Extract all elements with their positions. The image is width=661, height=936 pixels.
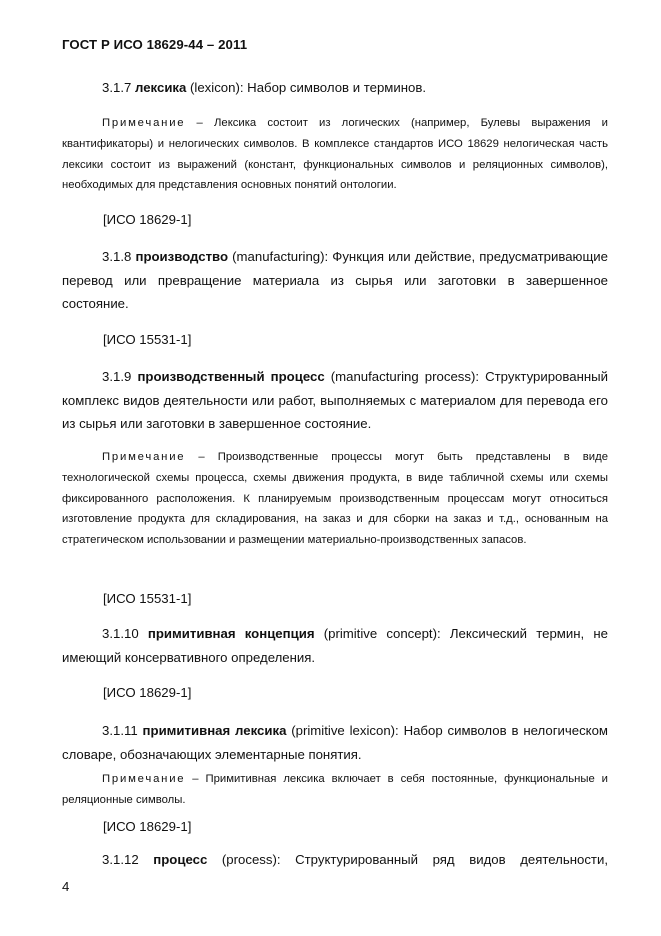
entry-3-1-12	[62, 848, 608, 872]
entry-3-1-7	[62, 76, 608, 100]
entry-definition: (lexicon): Набор символов и терминов.	[186, 80, 427, 95]
note-label: Примечание	[102, 773, 186, 785]
entry-term: производственный процесс	[137, 369, 325, 384]
entry-3-1-8	[62, 245, 608, 316]
entry-number: 3.1.11	[102, 723, 138, 738]
entry-number: 3.1.10	[102, 626, 139, 641]
note-3-1-9	[62, 447, 608, 551]
note-text: – Производственные процессы могут быть представлены в виде технологической схемы процесса, схемы движения продукта, в виде табличной схемы или схемы фиксированного расположения. К планируемым производственным процессам могут относиться изготовление продукта для складирования, на заказ и для сборки на заказ и т.д., основанным на стратегическом использовании и размещении материально-производственных запасов.	[62, 451, 608, 547]
reference-3-1-7: [ИСО 18629-1]	[103, 212, 192, 227]
entry-term: процесс	[153, 852, 208, 867]
note-3-1-11	[62, 769, 608, 811]
reference-3-1-9: [ИСО 15531-1]	[103, 591, 192, 606]
entry-definition: (primitive concept): Лексический термин, не имеющий консервативного определения.	[62, 626, 608, 665]
note-label: Примечание	[102, 117, 186, 129]
entry-term: примитивная концепция	[147, 626, 315, 641]
entry-3-1-9	[62, 365, 608, 436]
entry-number: 3.1.12	[102, 852, 139, 867]
entry-term: лексика	[135, 80, 187, 95]
reference-3-1-10: [ИСО 18629-1]	[103, 685, 192, 700]
entry-3-1-11	[62, 719, 608, 766]
entry-definition: (manufacturing): Функция или действие, предусматривающие перевод или превращение материала из сырья или заготовки в завершенное состояние.	[62, 249, 608, 311]
note-label: Примечание	[102, 451, 186, 463]
reference-3-1-11: [ИСО 18629-1]	[103, 819, 192, 834]
entry-number: 3.1.9	[102, 369, 132, 384]
entry-definition: (process): Структурированный ряд видов деятельности,	[207, 852, 609, 867]
reference-3-1-8: [ИСО 15531-1]	[103, 332, 192, 347]
document-header: ГОСТ Р ИСО 18629-44 – 2011	[62, 37, 248, 52]
note-3-1-7	[62, 113, 608, 196]
note-text: – Лексика состоит из логических (например, Булевы выражения и квантификаторы) и нелогических символов. В комплексе стандартов ИСО 18629 нелогическая часть лексики состоит из выражений (констант, функциональных символов и реляционных символов), необходимых для представления основных понятий онтологии.	[62, 117, 608, 192]
entry-term: производство	[135, 249, 229, 264]
entry-number: 3.1.8	[102, 249, 132, 264]
note-text: – Примитивная лексика включает в себя постоянные, функциональные и реляционные символы.	[62, 773, 608, 806]
entry-definition: (manufacturing process): Структурированный комплекс видов деятельности или работ, выполняемых с материалом для перевода его из сырья или заготовки в завершенное состояние.	[62, 369, 608, 431]
page-number: 4	[62, 879, 70, 894]
entry-term: примитивная лексика	[142, 723, 287, 738]
entry-definition: (primitive lexicon): Набор символов в нелогическом словаре, обозначающих элементарные понятия.	[62, 723, 608, 762]
entry-3-1-10	[62, 622, 608, 669]
entry-number: 3.1.7	[102, 80, 132, 95]
